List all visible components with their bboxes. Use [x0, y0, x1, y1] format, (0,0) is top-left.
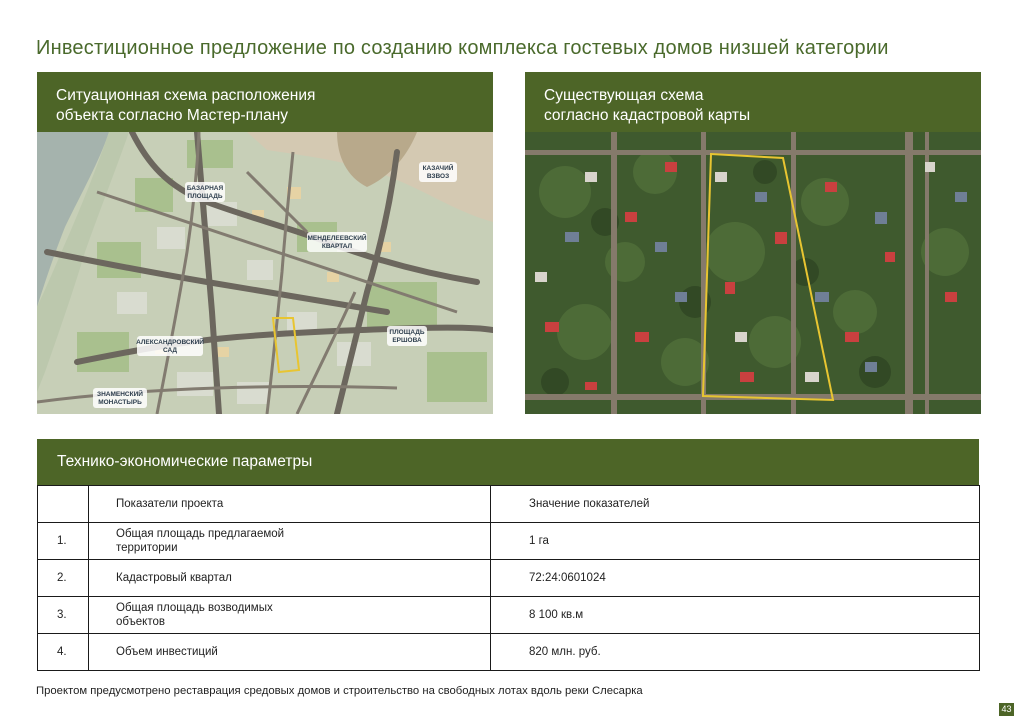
row-indicator-line2: территории [116, 542, 178, 554]
row-indicator-line1: Общая площадь предлагаемой [116, 528, 285, 540]
map-label-kazachiy-2: ВЗВОЗ [426, 173, 450, 180]
table-row [38, 560, 980, 597]
cadastral-map [525, 132, 981, 414]
map-label-mendeleev-1: МЕНДЕЛЕЕВСКИЙ [307, 235, 367, 242]
master-plan-panel [37, 72, 493, 414]
header-cell-number [38, 486, 89, 523]
row-number: 1. [38, 523, 89, 560]
map-label-mendeleev-2: КВАРТАЛ [321, 243, 353, 250]
map-label-bazarnaya-2: ПЛОЩАДЬ [187, 193, 223, 200]
cadastral-panel [525, 72, 981, 414]
row-value: 820 млн. руб. [491, 634, 980, 671]
parameters-section [37, 439, 979, 671]
footnote: Проектом предусмотрено реставрация средовых домов и строительство на свободных лотах вдоль реки Слесарка [36, 685, 643, 697]
cadastral-heading [525, 72, 981, 132]
row-indicator [89, 560, 491, 597]
table-header-row [38, 486, 980, 523]
parameters-table [37, 485, 980, 671]
map-label-aleksandrovsky-1: АЛЕКСАНДРОВСКИЙ [136, 339, 204, 346]
map-label-bazarnaya-1: БАЗАРНАЯ [186, 185, 224, 192]
master-plan-heading-line1: Ситуационная схема расположения [56, 87, 316, 104]
table-row [38, 597, 980, 634]
row-value: 72:24:0601024 [491, 560, 980, 597]
row-indicator [89, 597, 491, 634]
table-row [38, 523, 980, 560]
page-title: Инвестиционное предложение по созданию комплекса гостевых домов низшей категории [36, 37, 889, 59]
row-indicator-line2: объектов [116, 616, 165, 628]
row-number: 4. [38, 634, 89, 671]
map-label-ershova-1: ПЛОЩАДЬ [389, 329, 425, 336]
cadastral-heading-line2: согласно кадастровой карты [544, 107, 751, 124]
map-label-znamensky-2: МОНАСТЫРЬ [98, 399, 142, 406]
row-number: 3. [38, 597, 89, 634]
row-value: 8 100 кв.м [491, 597, 980, 634]
row-indicator [89, 523, 491, 560]
row-number: 2. [38, 560, 89, 597]
parameters-heading: Технико-экономические параметры [37, 439, 979, 485]
master-plan-heading-line2: объекта согласно Мастер-плану [56, 107, 289, 124]
master-plan-heading [37, 72, 493, 132]
row-indicator-line1: Объем инвестиций [116, 646, 218, 658]
row-indicator-line1: Кадастровый квартал [116, 572, 232, 584]
map-label-aleksandrovsky-2: САД [162, 347, 178, 354]
map-label-znamensky-1: ЗНАМЕНСКИЙ [97, 391, 143, 398]
map-label-kazachiy-1: КАЗАЧИЙ [422, 165, 454, 172]
page-number: 43 [999, 703, 1014, 716]
cadastral-heading-line1: Существующая схема [544, 87, 704, 104]
master-plan-map [37, 132, 493, 414]
row-indicator [89, 634, 491, 671]
row-value: 1 га [491, 523, 980, 560]
table-row [38, 634, 980, 671]
header-cell-value: Значение показателей [491, 486, 980, 523]
map-label-ershova-2: ЕРШОВА [392, 337, 422, 344]
header-cell-indicator: Показатели проекта [89, 486, 491, 523]
row-indicator-line1: Общая площадь возводимых [116, 602, 273, 614]
